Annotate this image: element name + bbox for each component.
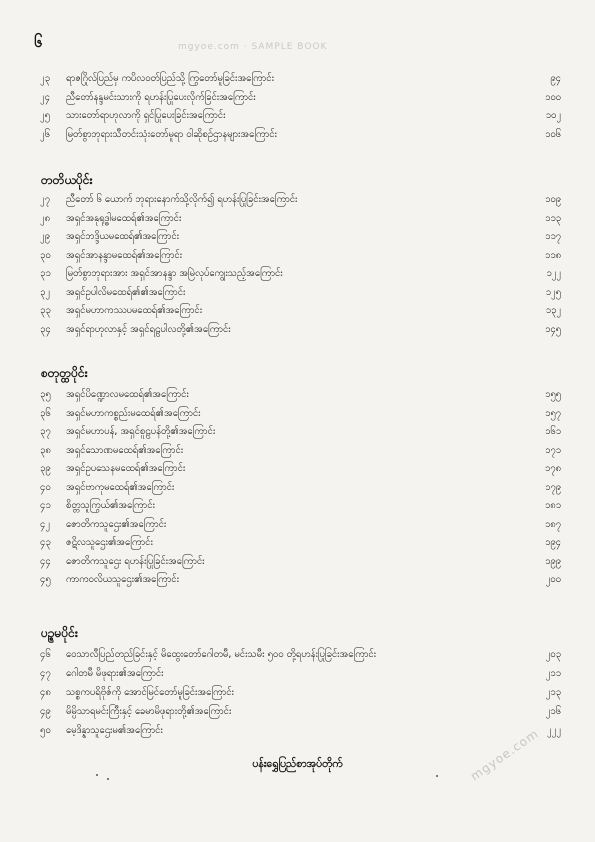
toc-entry <box>0 684 595 701</box>
entry-title: ဇောတိကသူဌေး ရဟန်းပြုခြင်းအကြောင်း <box>66 555 205 567</box>
entry-number: ၂၇ <box>40 194 51 205</box>
watermark-top: mgyoe.com · SAMPLE BOOK <box>178 42 328 52</box>
entry-title: အရှင်မဟာကစ္စည်းမထေရ်၏အကြောင်း <box>66 407 201 419</box>
toc-entry <box>0 107 595 124</box>
entry-number: ၄၄ <box>40 555 51 567</box>
entry-title: ညီတော် ၆ ယောက် ဘုရားနောက်သို့လိုက်၍ ရဟန်းပြုခြင်းအကြောင်း <box>66 194 298 205</box>
entry-title: အရှင်အာနန္ဒာမထေရ်၏အကြောင်း <box>66 249 183 261</box>
entry-page: ၁၃၂ <box>545 305 561 316</box>
entry-number: ၄၆ <box>40 649 51 660</box>
entry-page: ၁၀၂ <box>545 110 561 121</box>
toc-entry <box>0 665 595 682</box>
entry-title: ဝေသာလီပြည်တည်ခြင်းနှင့် မိထွေးတော်ဂေါတမီ, မင်းသမီး ၅၀၀ တို့ရဟန်းပြုခြင်းအကြောင်း <box>66 649 377 660</box>
entry-number: ၄၁ <box>40 500 51 511</box>
entry-title: မိမ္ပိသာရမင်းကြီးနှင့် ခေမာမိဖုရားတို့၏အကြောင်း <box>66 706 232 717</box>
entry-page: ၁၈၁ <box>544 500 561 511</box>
toc-entry <box>0 265 595 282</box>
toc-entry <box>0 386 595 403</box>
toc-entry <box>0 571 595 588</box>
entry-number: ၄၅ <box>40 574 51 585</box>
entry-title: စိတ္တသူကြွယ်၏အကြောင်း <box>66 500 155 511</box>
entry-page: ၂၂၂ <box>547 725 561 736</box>
toc-entry <box>0 479 595 496</box>
toc-entry <box>0 89 595 106</box>
speck <box>107 778 109 780</box>
toc-entry <box>0 210 595 227</box>
entry-number: ၃၃ <box>40 305 51 316</box>
entry-page: ၁၇၁ <box>544 444 561 456</box>
entry-title: ဇဋိလသူဌေး၏အကြောင်း <box>66 537 153 548</box>
entry-number: ၄၀ <box>40 481 51 493</box>
entry-number: ၃၉ <box>40 463 51 474</box>
section-heading: တတိယပိုင်း <box>41 173 93 187</box>
entry-page: ၂၁၃ <box>545 687 561 698</box>
toc-entry <box>0 534 595 551</box>
entry-page: ၁၉၄ <box>544 537 561 548</box>
toc-entry <box>0 191 595 208</box>
entry-page: ၁၀၆ <box>544 128 561 140</box>
toc-entry <box>0 321 595 338</box>
entry-page: ၁၁၃ <box>544 212 561 224</box>
entry-page: ၁၀၉ <box>544 194 561 205</box>
entry-title: အရှင်ဥပါလိမထေရ်၏၏အကြောင်း <box>66 286 186 298</box>
entry-title: မေ့ဒိန္နာသူဌေးမ၏အကြောင်း <box>66 725 163 736</box>
entry-title: အရှင်ပိဏ္ဍောလမထေရ်၏အကြောင်း <box>66 389 189 400</box>
toc-entry <box>0 516 595 533</box>
entry-title: မြတ်စွာဘုရားအား အရှင်အာနန္ဒာ အမြဲလုပ်ကျွေးသည့်အကြောင်း <box>66 268 283 279</box>
speck <box>96 774 98 776</box>
entry-title: အရှင်သောဏမထေရ်၏အကြောင်း <box>66 444 184 456</box>
entry-page: ၂၁၁ <box>545 668 561 679</box>
entry-page: ၁၄၅ <box>544 323 561 335</box>
entry-page: ၁၆၁ <box>544 426 561 437</box>
entry-page: ၁၂၂ <box>546 268 561 279</box>
entry-title: သားတော်ရာဟုလာကို ရှင်ပြုပေးခြင်းအကြောင်း <box>66 110 226 121</box>
toc-entry <box>0 460 595 477</box>
entry-number: ၃၆ <box>40 407 51 419</box>
toc-entry <box>0 703 595 720</box>
entry-title: ဂေါတမီ မိဖုရား၏အကြောင်း <box>66 668 164 679</box>
toc-entry <box>0 553 595 570</box>
entry-number: ၂၄ <box>40 91 51 103</box>
entry-title: ကာကဝလိယသူဌေး၏အကြောင်း <box>66 574 179 585</box>
entry-number: ၃၁ <box>40 268 51 279</box>
toc-entry <box>0 70 595 87</box>
entry-page: ၁၅၇ <box>544 407 561 419</box>
entry-page: ၁၂၅ <box>545 286 561 298</box>
section-heading: စတုတ္ထပိုင်း <box>41 366 88 380</box>
toc-entry <box>0 722 595 739</box>
entry-number: ၂၃ <box>40 73 51 84</box>
entry-title: အရှင်မဟာပန်, အရှင်စူဠပန်တို့၏အကြောင်း <box>66 426 216 437</box>
entry-page: ၉၄ <box>550 73 561 84</box>
entry-number: ၄၃ <box>40 537 51 548</box>
entry-title: အရှင်ရာဟုလာနှင့် အရှင်ရဠပါလတို့၏အကြောင်း <box>66 323 231 335</box>
entry-page: ၁၁၈ <box>544 249 561 261</box>
entry-number: ၄၂ <box>40 518 51 530</box>
speck <box>436 775 438 777</box>
entry-number: ၄၈ <box>40 687 51 698</box>
entry-page: ၁၅၅ <box>544 389 561 400</box>
entry-title: ရာဇဂြိုလ်ပြည်မှ ကပိလဝတ်ပြည်သို့ ကြွတော်မူခြင်းအကြောင်း <box>66 73 274 84</box>
entry-title: အရှင်ဥပသေနမထေရ်၏အကြောင်း <box>66 463 186 474</box>
watermark-side: mgyoe.com <box>468 726 542 784</box>
entry-title: အရှင်မဟာကဿပမထေရ်၏အကြောင်း <box>66 305 203 316</box>
entry-page: ၁၀၀ <box>544 91 561 103</box>
toc-entry <box>0 247 595 264</box>
entry-page: ၁၉၉ <box>544 555 561 567</box>
entry-page: ၁၈၇ <box>544 518 561 530</box>
entry-page: ၁၇၉ <box>544 481 561 493</box>
entry-page: ၂၀၃ <box>545 649 561 660</box>
entry-number: ၃၀ <box>40 249 51 261</box>
entry-title: သစ္စကပရိဗိုဇ်ကို အောင်မြင်တော်မူခြင်းအကြောင်း <box>66 687 234 698</box>
entry-page: ၁၁၇ <box>544 231 561 242</box>
entry-title: အရှင်ဘဒ္ဒိယမထေရ်၏အကြောင်း <box>66 231 179 242</box>
entry-title: ညီတော်နန္ဒမင်းသားကို ရဟန်းပြုပေးလိုက်ခြင်းအကြောင်း <box>66 91 256 103</box>
toc-entry <box>0 228 595 245</box>
entry-page: ၂၁၆ <box>545 706 561 717</box>
toc-entry <box>0 126 595 143</box>
entry-number: ၄၉ <box>40 706 51 717</box>
toc-entry <box>0 497 595 514</box>
entry-number: ၂၉ <box>40 231 51 242</box>
entry-number: ၄၇ <box>40 668 51 679</box>
entry-title: ဇောတိကသူဌေး၏အကြောင်း <box>66 518 167 530</box>
section-heading: ပဉ္စမပိုင်း <box>41 626 78 640</box>
entry-title: မြတ်စွာဘုရားသီတင်းသုံးတော်မူရာ ဝါဆိုစဉ်ဌာနများအကြောင်း <box>66 128 277 140</box>
entry-number: ၃၅ <box>40 389 51 400</box>
entry-number: ၅၀ <box>40 725 51 736</box>
entry-number: ၃၇ <box>40 426 51 437</box>
toc-entry <box>0 284 595 301</box>
entry-title: အရှင်ဗာကုမထေရ်၏အကြောင်း <box>66 481 175 493</box>
entry-number: ၃၂ <box>40 286 51 298</box>
entry-page: ၁၇၈ <box>544 463 561 474</box>
entry-number: ၃၈ <box>40 444 51 456</box>
toc-entry <box>0 405 595 422</box>
publisher-footer: ပန်းရွှေပြည်စာအုပ်တိုက် <box>252 758 343 770</box>
entry-page: ၂၀၀ <box>545 574 561 585</box>
toc-entry <box>0 442 595 459</box>
entry-number: ၂၈ <box>40 212 51 224</box>
entry-title: အရှင်အနုရုဒ္ဓါမထေရ်၏အကြောင်း <box>66 212 182 224</box>
toc-entry <box>0 646 595 663</box>
entry-number: ၃၄ <box>40 323 51 335</box>
entry-number: ၂၆ <box>40 128 51 140</box>
toc-entry <box>0 423 595 440</box>
entry-number: ၂၅ <box>40 110 51 121</box>
page-number: ၆ <box>34 33 43 51</box>
toc-entry <box>0 302 595 319</box>
